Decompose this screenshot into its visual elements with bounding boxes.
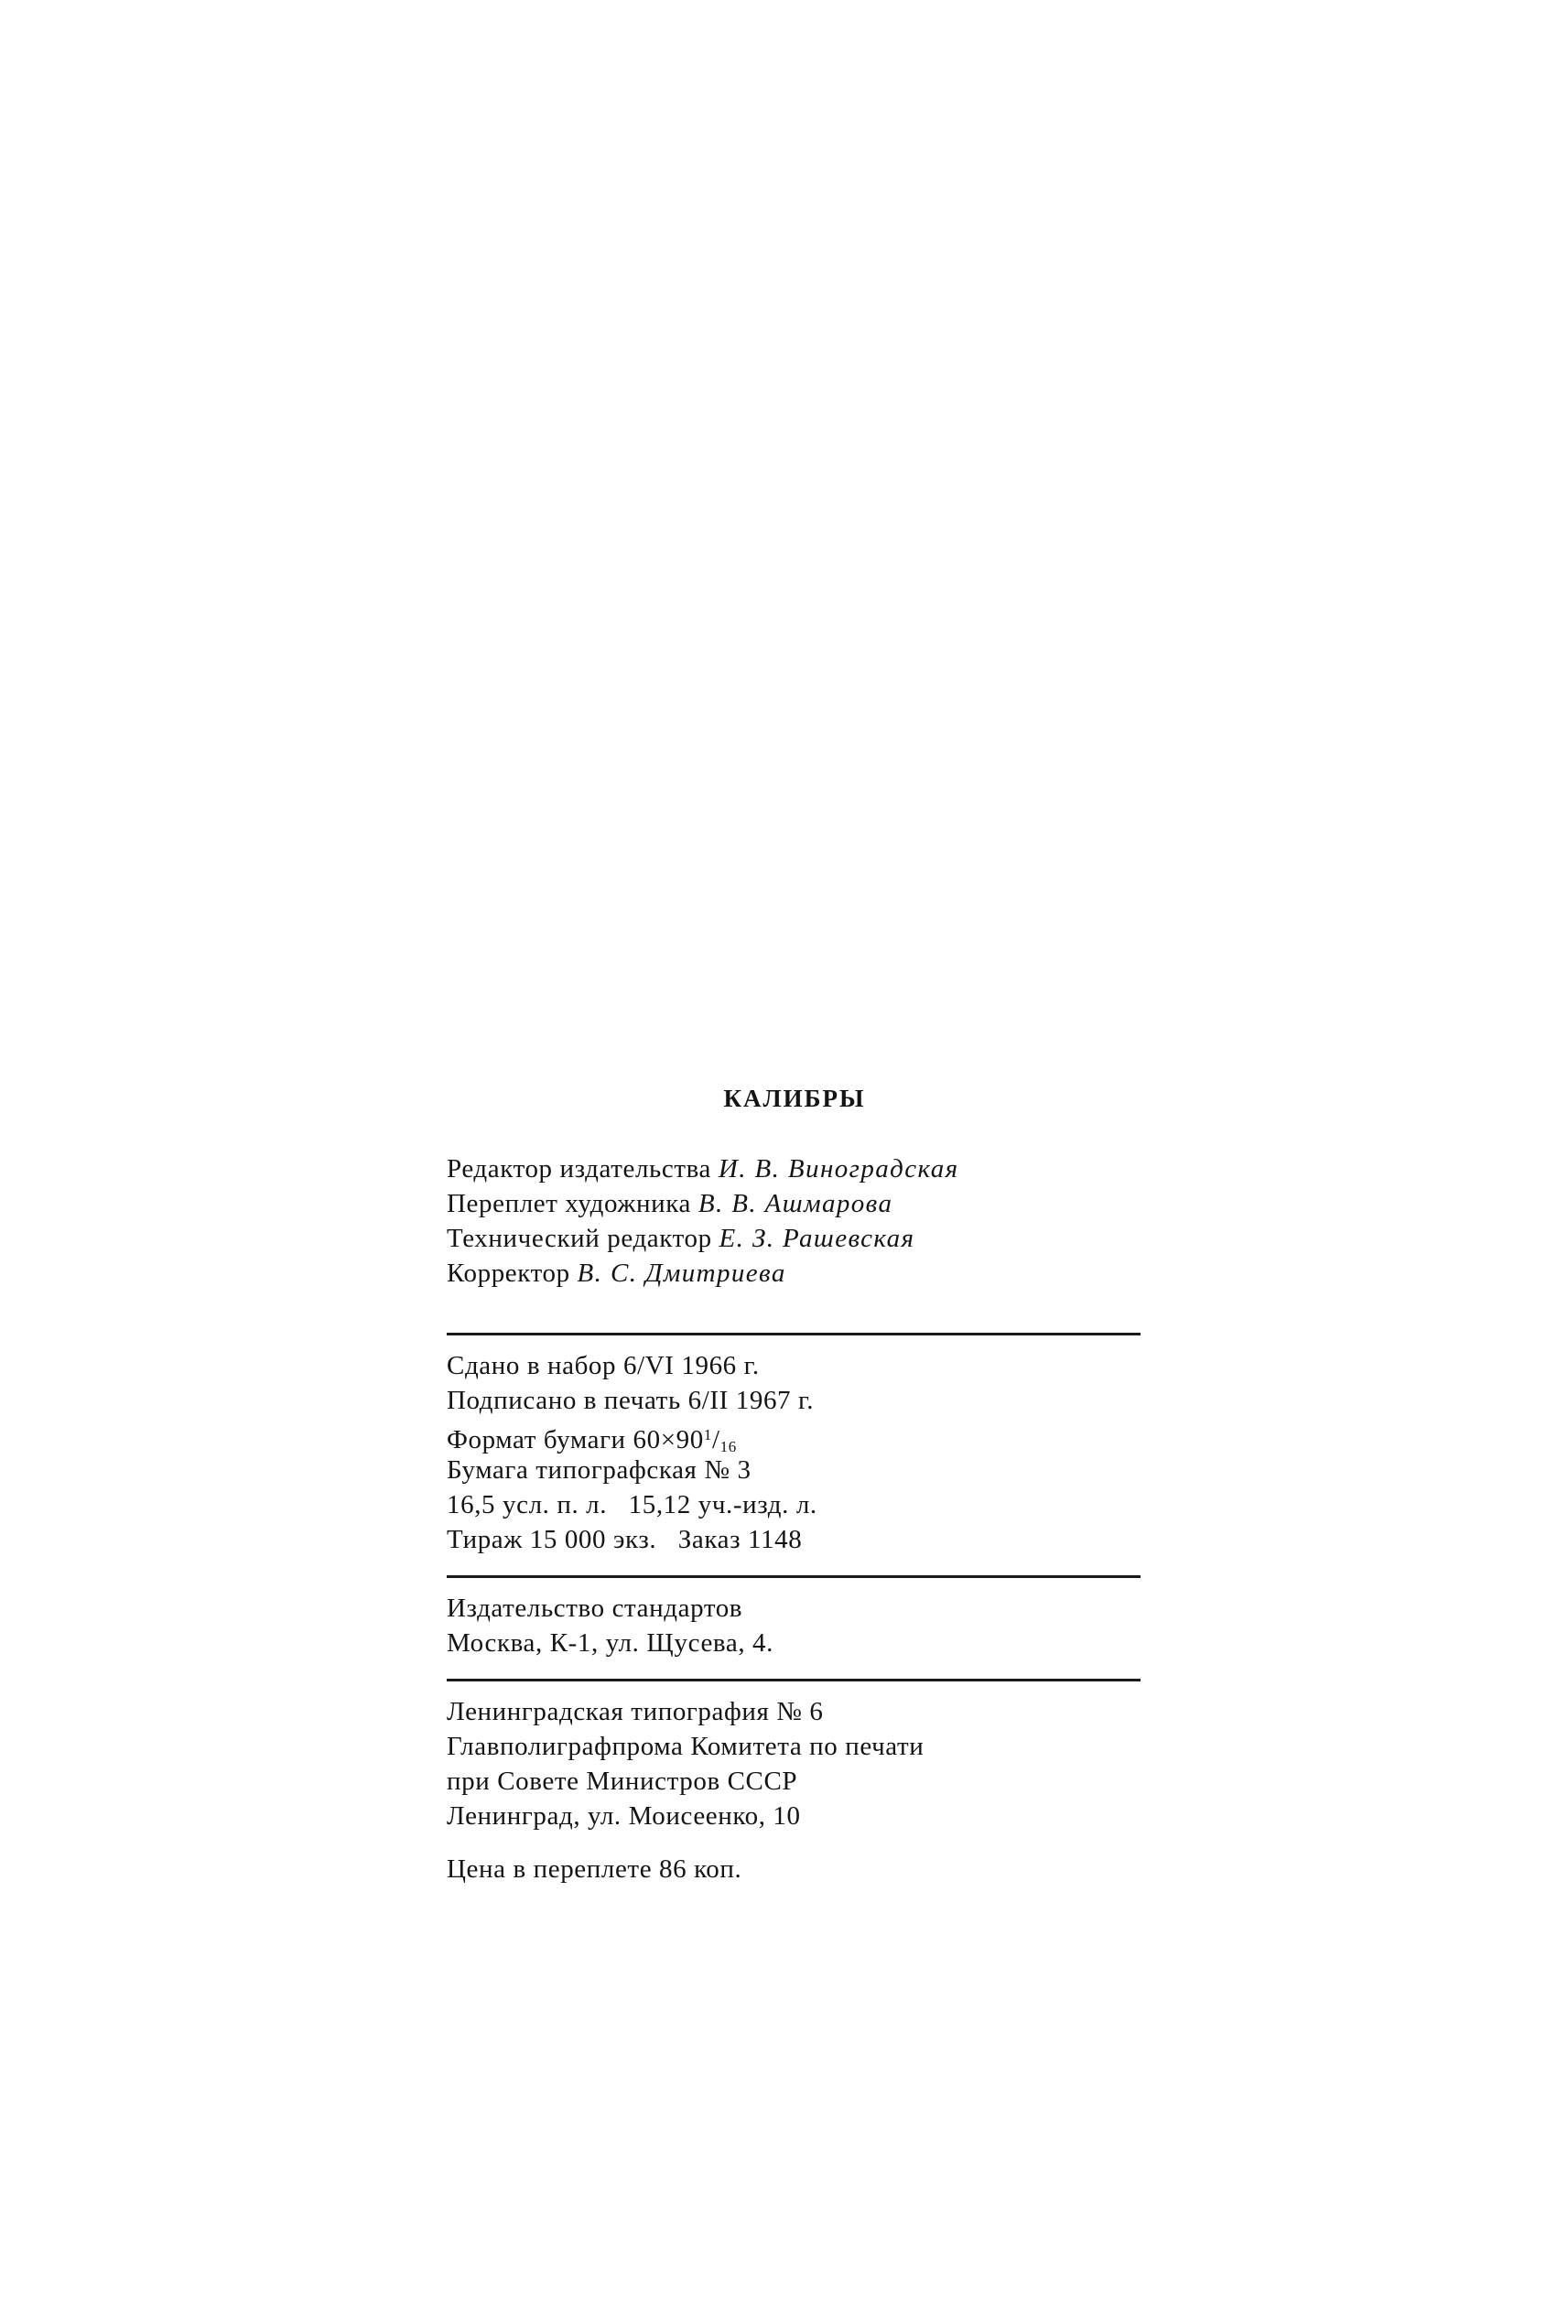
paper-format: Формат бумаги $60\times 90^1/16$	[447, 1425, 737, 1455]
sheet-count: 16,5 усл. п. л. 15,12 уч.-изд. л.	[447, 1490, 817, 1519]
credit-name: И. В. Виноградская	[718, 1154, 959, 1184]
typeset-date: Сдано в набор 6/VI 1966 г.	[447, 1351, 760, 1380]
credit-cover-artist	[447, 1186, 1142, 1221]
paper-type: Бумага типографская № 3	[447, 1455, 752, 1485]
divider	[447, 1575, 1141, 1578]
printer-info	[447, 1694, 1142, 1833]
credit-role: Редактор издательства	[447, 1154, 712, 1184]
credit-name: В. В. Ашмарова	[697, 1189, 893, 1218]
format-denominator: 16	[719, 1438, 737, 1455]
publisher-name: Издательство стандартов	[447, 1594, 743, 1623]
book-title: КАЛИБРЫ	[723, 1085, 866, 1112]
credit-proofreader	[447, 1256, 1142, 1291]
credit-role: Технический редактор	[447, 1224, 712, 1253]
credit-role: Корректор	[447, 1259, 570, 1288]
print-info	[447, 1348, 1142, 1557]
printer-line: при Совете Министров СССР	[447, 1767, 798, 1796]
publisher-info	[447, 1591, 1142, 1660]
printer-line: Главполиграфпрома Комитета по печати	[447, 1732, 925, 1761]
printer-line: Ленинградская типография № 6	[447, 1697, 824, 1726]
signed-date: Подписано в печать 6/II 1967 г.	[447, 1386, 815, 1415]
credit-editor	[447, 1151, 1142, 1186]
imprint-block	[447, 1080, 1142, 1886]
credit-role: Переплет художника	[447, 1189, 691, 1218]
divider	[447, 1679, 1141, 1681]
format-numerator: 1	[703, 1426, 712, 1443]
credits-list	[447, 1151, 1142, 1291]
printer-address: Ленинград, ул. Моисеенко, 10	[447, 1801, 801, 1831]
credit-tech-editor	[447, 1221, 1142, 1256]
publisher-address: Москва, К-1, ул. Щусева, 4.	[447, 1628, 773, 1658]
divider	[447, 1333, 1141, 1335]
format-prefix: Формат бумаги 60×90	[447, 1425, 704, 1454]
print-run: Тираж 15 000 экз. Заказ 1148	[447, 1525, 803, 1554]
credit-name: Е. З. Рашевская	[719, 1224, 915, 1253]
credit-name: В. С. Дмитриева	[577, 1259, 786, 1288]
price: Цена в переплете 86 коп.	[447, 1854, 742, 1884]
